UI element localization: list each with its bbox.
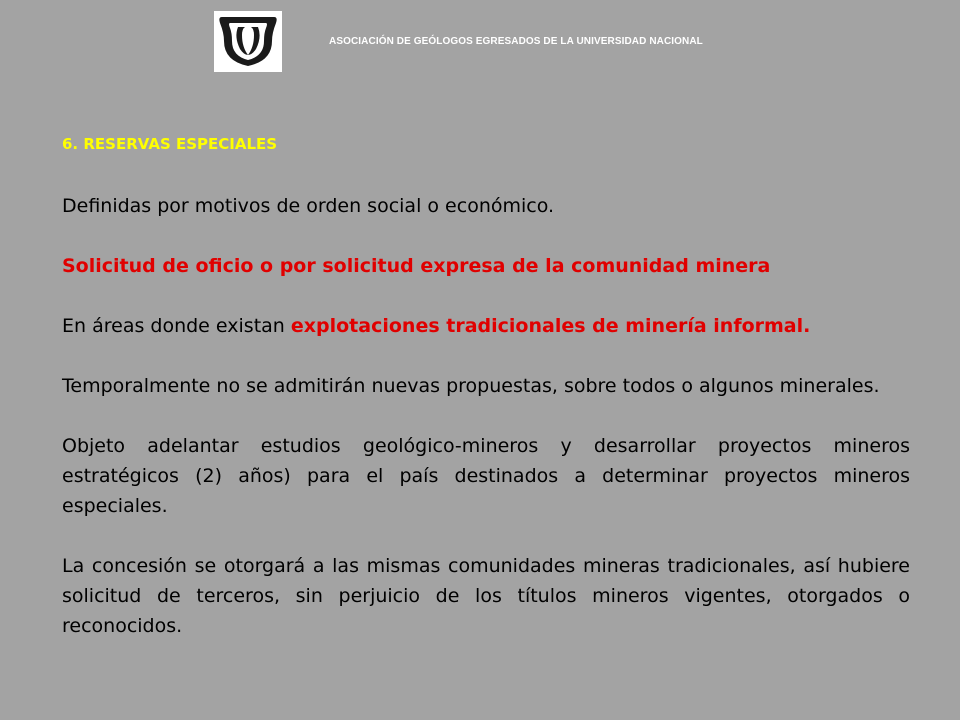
- paragraph-definition: Definidas por motivos de orden social o económico.: [62, 195, 555, 217]
- paragraph-areas-highlight: explotaciones tradicionales de minería informal.: [290, 315, 811, 337]
- slide-content: [62, 134, 910, 641]
- association-logo-icon: [214, 11, 282, 72]
- slide-title: 6. RESERVAS ESPECIALES: [62, 135, 278, 153]
- organization-name: ASOCIACIÓN DE GEÓLOGOS EGRESADOS DE LA UNIVERSIDAD NACIONAL: [329, 36, 703, 47]
- paragraph-concession: La concesión se otorgará a las mismas comunidades mineras tradicionales, así hubiere solicitud de terceros, sin perjuicio de los títulos mineros vigentes, otorgados o reconocidos.: [62, 555, 910, 637]
- paragraph-areas-text: En áreas donde existan: [62, 315, 291, 337]
- paragraph-areas: [62, 311, 910, 341]
- paragraph-request: Solicitud de oficio o por solicitud expresa de la comunidad minera: [62, 255, 771, 277]
- paragraph-objective: Objeto adelantar estudios geológico-mineros y desarrollar proyectos mineros estratégicos (2) años) para el país destinados a determinar proyectos mineros especiales.: [62, 435, 910, 517]
- paragraph-temporary: Temporalmente no se admitirán nuevas propuestas, sobre todos o algunos minerales.: [62, 375, 880, 397]
